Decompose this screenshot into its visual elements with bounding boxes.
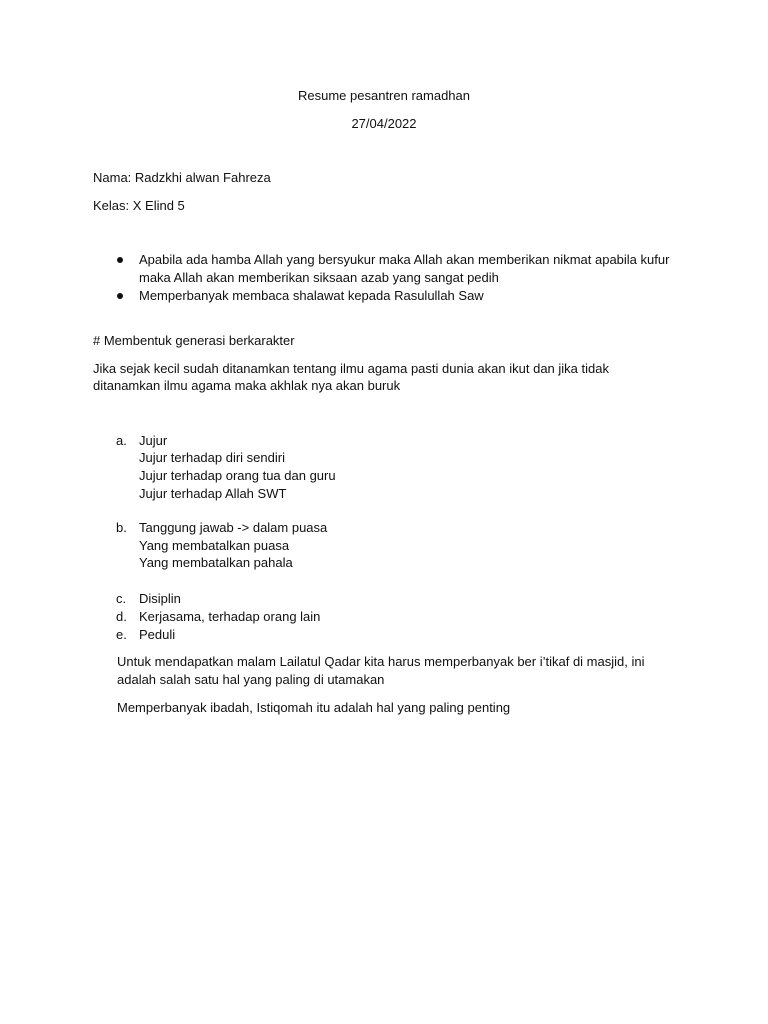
list-item-line: Kerjasama, terhadap orang lain <box>139 609 321 624</box>
bullet-item-line: Memperbanyak membaca shalawat kepada Rasulullah Saw <box>139 288 484 303</box>
document-title: Resume pesantren ramadhan <box>298 88 470 103</box>
closing-paragraph-line: Untuk mendapatkan malam Lailatul Qadar kita harus memperbanyak ber i’tikaf di masjid, ini <box>117 654 645 669</box>
section-heading: # Membentuk generasi berkarakter <box>93 333 295 348</box>
list-item-line: Jujur terhadap orang tua dan guru <box>139 468 336 483</box>
bullet-item-line: Apabila ada hamba Allah yang bersyukur maka Allah akan memberikan nikmat apabila kufur <box>139 252 670 267</box>
list-marker: d. <box>116 609 127 624</box>
list-item-line: Yang membatalkan pahala <box>139 555 293 570</box>
list-item-line: Jujur <box>139 433 168 448</box>
document-date: 27/04/2022 <box>351 116 417 131</box>
list-item-line: Peduli <box>139 627 176 642</box>
list-marker: c. <box>116 591 127 606</box>
list-marker: b. <box>116 520 127 535</box>
closing-statement: Memperbanyak ibadah, Istiqomah itu adalah hal yang paling penting <box>117 700 511 715</box>
list-item-line: Disiplin <box>139 591 181 606</box>
bullet-item-line: maka Allah akan memberikan siksaan azab yang sangat pedih <box>139 270 499 285</box>
list-item-line: Jujur terhadap Allah SWT <box>139 486 287 501</box>
list-marker: a. <box>116 433 127 448</box>
intro-paragraph-line: ditanamkan ilmu agama maka akhlak nya akan buruk <box>93 378 401 393</box>
bullet-icon <box>117 293 123 299</box>
bullet-icon <box>117 257 123 263</box>
list-item-line: Jujur terhadap diri sendiri <box>139 450 285 465</box>
list-item-line: Yang membatalkan puasa <box>139 538 290 553</box>
intro-paragraph-line: Jika sejak kecil sudah ditanamkan tentang ilmu agama pasti dunia akan ikut dan jika tidak <box>93 361 609 376</box>
closing-paragraph-line: adalah salah satu hal yang paling di utamakan <box>117 672 385 687</box>
list-marker: e. <box>116 627 127 642</box>
student-class: Kelas: X Elind 5 <box>93 198 185 213</box>
list-item-line: Tanggung jawab -> dalam puasa <box>139 520 328 535</box>
student-name: Nama: Radzkhi alwan Fahreza <box>93 170 271 185</box>
